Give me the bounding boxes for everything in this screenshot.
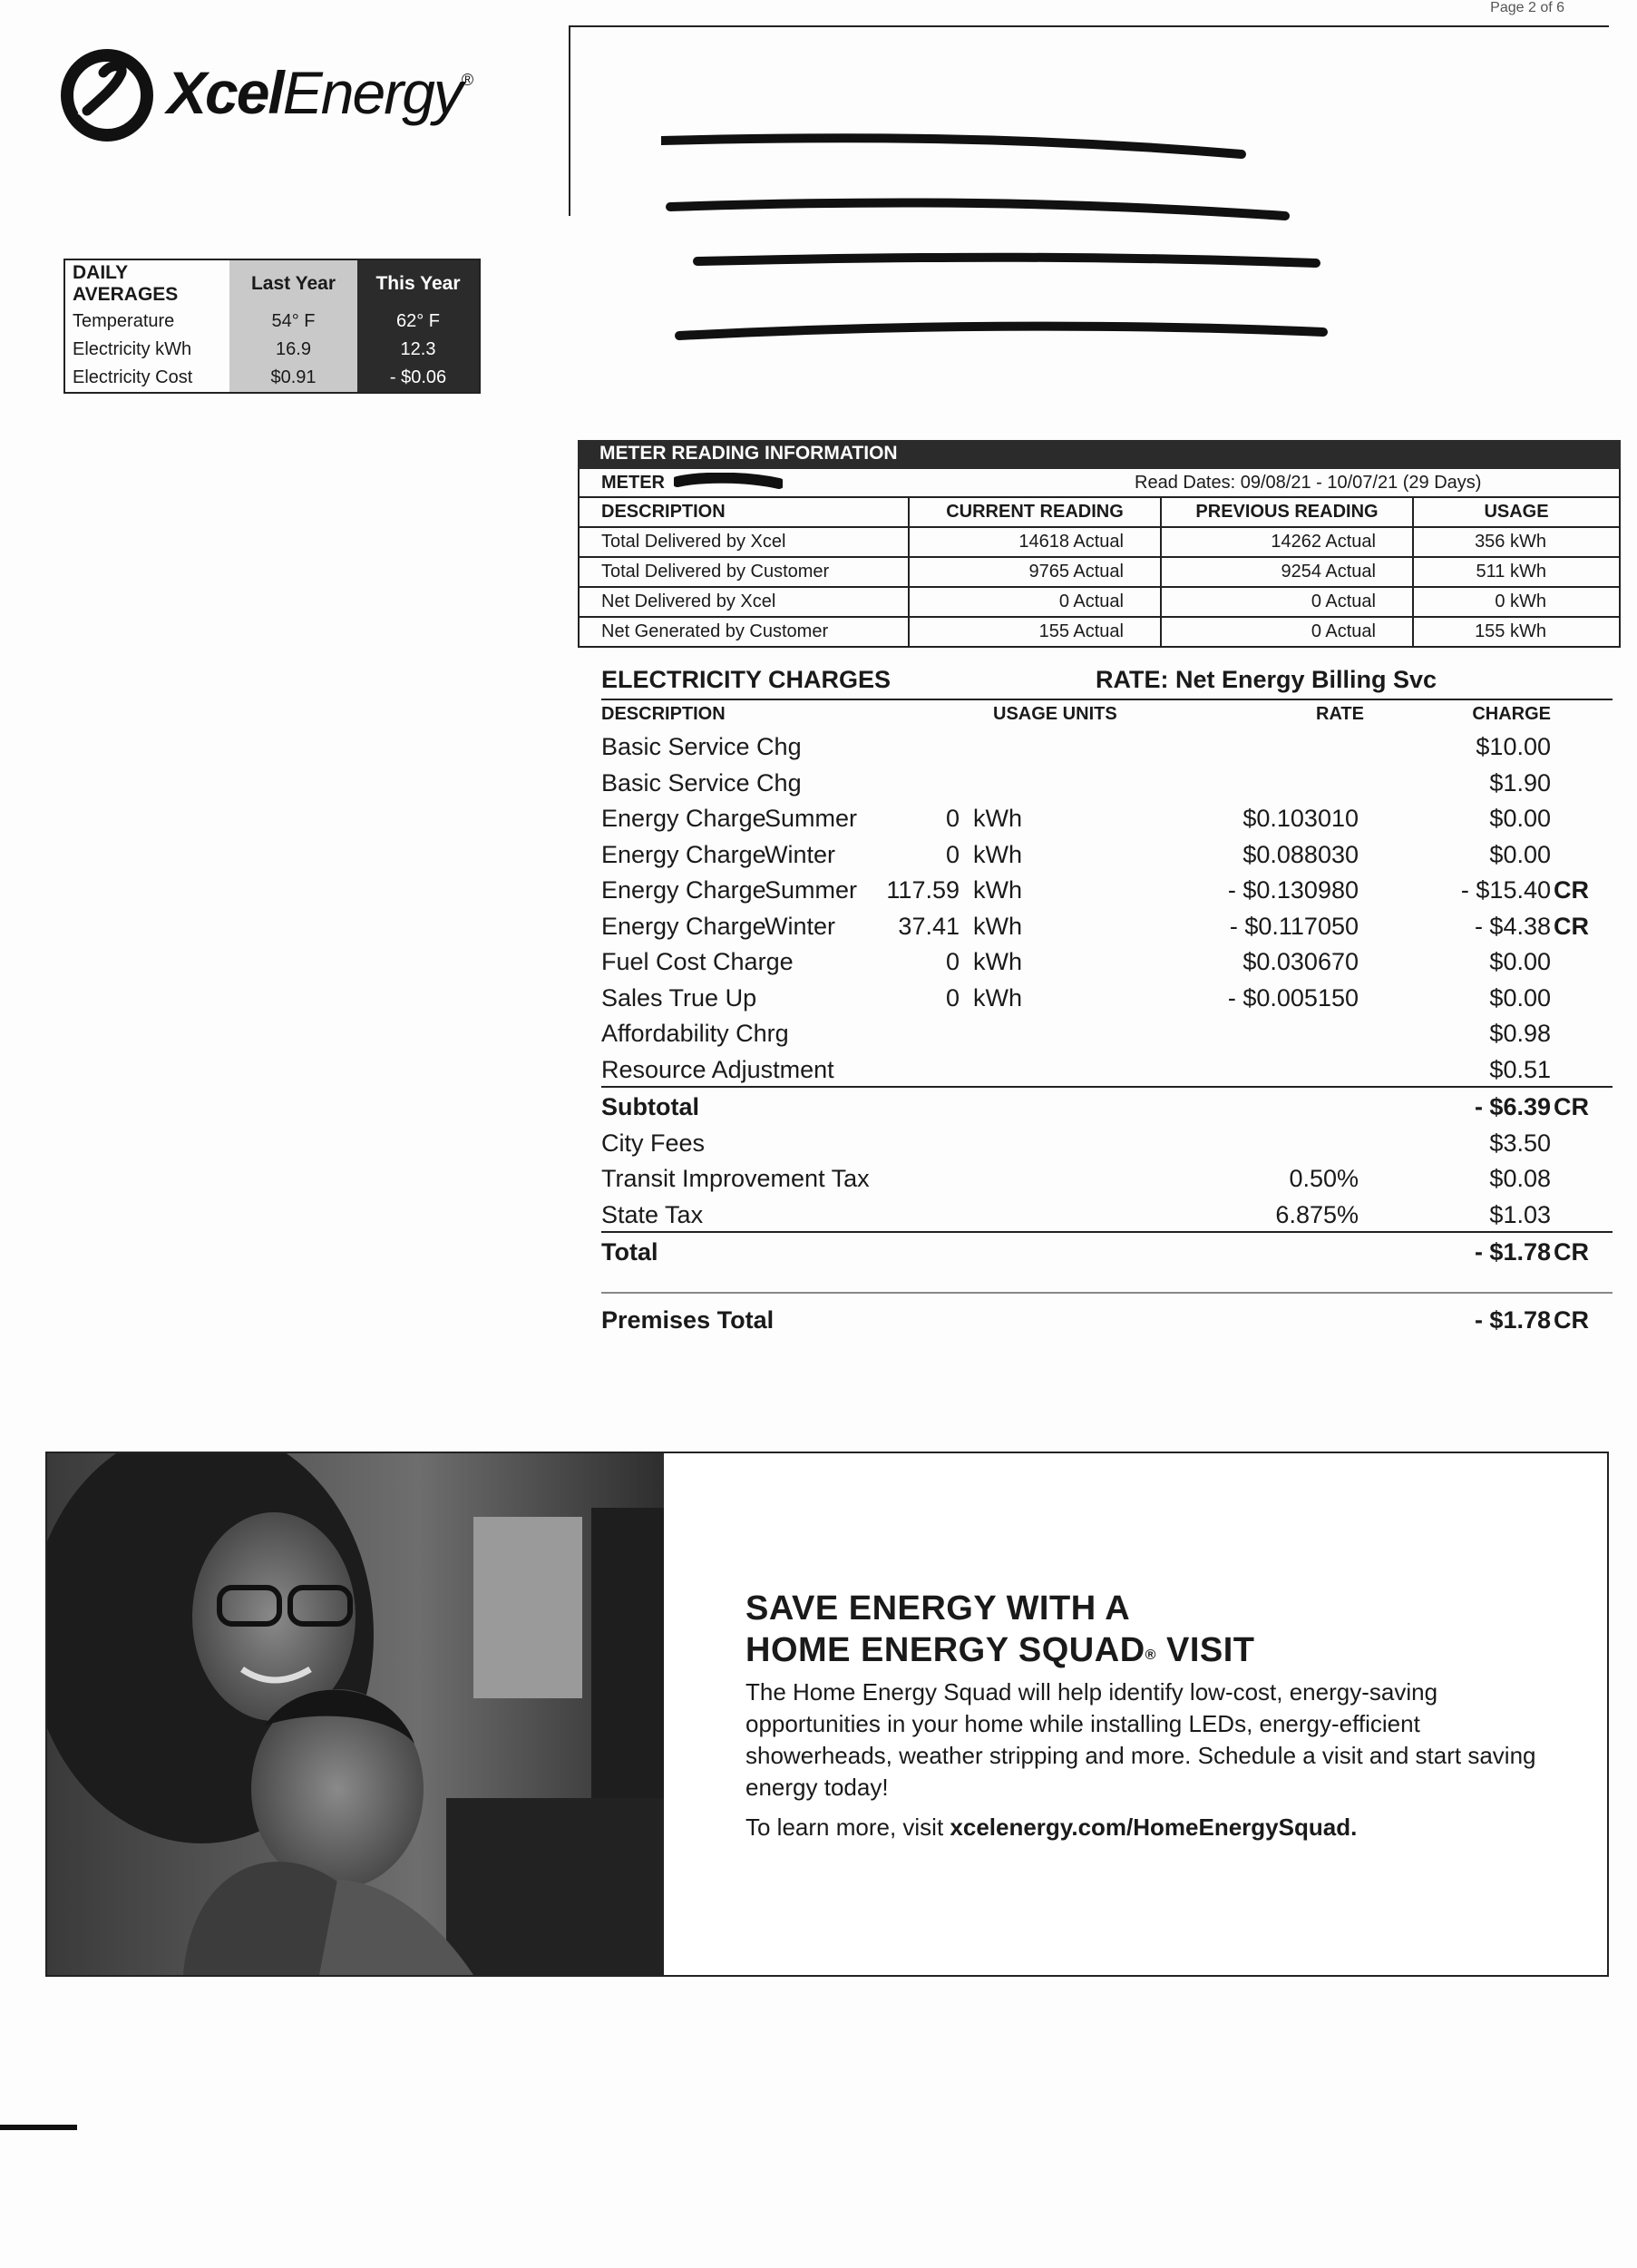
charge-rate: 6.875% bbox=[1275, 1200, 1359, 1228]
cell-current: 0 Actual bbox=[909, 587, 1161, 617]
home-energy-squad-promo bbox=[45, 1452, 1609, 1977]
charge-row bbox=[601, 836, 1613, 872]
table-row bbox=[579, 587, 1620, 617]
charge-unit: kWh bbox=[973, 912, 1022, 940]
charge-amount: $0.08 bbox=[1489, 1165, 1551, 1192]
mother-and-child-photo bbox=[47, 1453, 664, 1975]
charge-rate: $0.103010 bbox=[1242, 805, 1359, 832]
this-year-value: 62° F bbox=[357, 308, 480, 336]
charge-amount: $0.51 bbox=[1489, 1055, 1551, 1083]
credit-marker: CR bbox=[1554, 912, 1589, 940]
mailing-address-box bbox=[569, 25, 1609, 216]
credit-marker: CR bbox=[1554, 1305, 1589, 1334]
cell-previous: 0 Actual bbox=[1161, 587, 1413, 617]
charge-description: Fuel Cost Charge bbox=[601, 948, 794, 975]
premises-total-label: Premises Total bbox=[601, 1305, 775, 1334]
last-year-value: $0.91 bbox=[229, 364, 357, 393]
home-energy-squad-link[interactable]: xcelenergy.com/HomeEnergySquad. bbox=[950, 1813, 1358, 1841]
charge-row bbox=[601, 907, 1613, 943]
cell-description: Total Delivered by Xcel bbox=[579, 527, 909, 557]
charge-amount: $0.00 bbox=[1489, 805, 1551, 832]
read-dates: Read Dates: 09/08/21 - 10/07/21 (29 Days) bbox=[1135, 473, 1482, 493]
charge-row bbox=[601, 728, 1613, 764]
charge-description: Transit Improvement Tax bbox=[601, 1165, 870, 1192]
charge-season: Summer bbox=[765, 805, 858, 832]
daily-averages-heading: DAILY AVERAGES bbox=[73, 262, 179, 305]
charge-usage: 117.59 bbox=[886, 876, 960, 904]
this-year-value: - $0.06 bbox=[357, 364, 480, 393]
charge-description: Basic Service Chg bbox=[601, 733, 802, 760]
subtotal-charge: - $6.39 bbox=[1474, 1093, 1551, 1120]
cell-usage: 356 kWh bbox=[1413, 527, 1620, 557]
charge-unit: kWh bbox=[973, 805, 1022, 832]
charge-description: Sales True Up bbox=[601, 983, 757, 1012]
daily-averages-table bbox=[63, 259, 481, 394]
charge-usage: 0 bbox=[945, 840, 960, 868]
charge-usage: 0 bbox=[945, 983, 960, 1012]
charge-amount: - $4.38 bbox=[1474, 912, 1551, 940]
col-description: DESCRIPTION bbox=[579, 497, 909, 527]
row-label: Temperature bbox=[73, 311, 175, 331]
page-number: Page 2 of 6 bbox=[1490, 0, 1564, 15]
charge-description: Energy Charge bbox=[601, 876, 766, 904]
xcel-energy-logo bbox=[56, 45, 528, 145]
charge-rate: - $0.130980 bbox=[1227, 876, 1359, 904]
cell-usage: 511 kWh bbox=[1413, 557, 1620, 587]
col-usage: USAGE bbox=[1413, 497, 1620, 527]
charge-unit: kWh bbox=[973, 840, 1022, 868]
total-label: Total bbox=[601, 1238, 658, 1266]
cell-usage: 155 kWh bbox=[1413, 617, 1620, 647]
charge-description: Resource Adjustment bbox=[601, 1055, 834, 1083]
charge-row bbox=[601, 979, 1613, 1015]
promo-title: SAVE ENERGY WITH A HOME ENERGY SQUAD® VISIT bbox=[745, 1589, 1255, 1669]
charge-amount: $3.50 bbox=[1489, 1129, 1551, 1157]
logo-wordmark: XcelEnergy® bbox=[167, 59, 473, 126]
last-year-heading: Last Year bbox=[229, 259, 357, 308]
charge-row bbox=[601, 1051, 1613, 1087]
charge-row bbox=[601, 871, 1613, 907]
total-charge: - $1.78 bbox=[1474, 1238, 1551, 1266]
electricity-charges-section bbox=[601, 662, 1613, 1334]
table-row bbox=[64, 308, 480, 336]
meter-id-redaction bbox=[674, 473, 783, 491]
premises-total-row bbox=[601, 1292, 1613, 1334]
subtotal-row bbox=[601, 1086, 1613, 1124]
meter-reading-section bbox=[578, 440, 1621, 648]
charge-usage: 0 bbox=[945, 948, 960, 975]
promo-link-prefix: To learn more, visit bbox=[745, 1813, 950, 1841]
charge-rate: - $0.117050 bbox=[1229, 912, 1359, 940]
charge-amount: $10.00 bbox=[1476, 733, 1551, 760]
charge-amount: $0.00 bbox=[1489, 840, 1551, 868]
col-usage-units: USAGE UNITS bbox=[993, 704, 1117, 724]
charge-description: Basic Service Chg bbox=[601, 768, 802, 797]
cell-description: Total Delivered by Customer bbox=[579, 557, 909, 587]
fee-row bbox=[601, 1159, 1613, 1196]
charge-amount: $1.03 bbox=[1489, 1200, 1551, 1228]
table-row bbox=[64, 336, 480, 364]
meter-info-row bbox=[578, 469, 1621, 496]
charge-unit: kWh bbox=[973, 876, 1022, 904]
col-previous-reading: PREVIOUS READING bbox=[1161, 497, 1413, 527]
charges-column-headers bbox=[601, 699, 1613, 728]
col-description: DESCRIPTION bbox=[601, 704, 726, 724]
charge-row bbox=[601, 1014, 1613, 1051]
charges-title-row bbox=[601, 662, 1613, 699]
col-rate: RATE bbox=[1316, 704, 1364, 724]
charge-amount: $0.00 bbox=[1489, 948, 1551, 975]
cell-usage: 0 kWh bbox=[1413, 587, 1620, 617]
charge-description: State Tax bbox=[601, 1200, 704, 1228]
cell-description: Net Delivered by Xcel bbox=[579, 587, 909, 617]
table-row bbox=[579, 527, 1620, 557]
charge-description: Energy Charge bbox=[601, 912, 766, 940]
charge-season: Winter bbox=[765, 840, 836, 868]
xcel-swirl-icon bbox=[56, 45, 158, 145]
credit-marker: CR bbox=[1554, 876, 1589, 904]
charge-rate: - $0.005150 bbox=[1227, 983, 1359, 1012]
col-charge: CHARGE bbox=[1472, 704, 1551, 724]
cell-current: 14618 Actual bbox=[909, 527, 1161, 557]
row-label: Electricity Cost bbox=[73, 367, 193, 387]
last-year-value: 54° F bbox=[229, 308, 357, 336]
cell-current: 155 Actual bbox=[909, 617, 1161, 647]
rate-name: RATE: Net Energy Billing Svc bbox=[1096, 666, 1437, 693]
premises-total-charge: - $1.78 bbox=[1474, 1305, 1551, 1334]
meter-label: METER bbox=[601, 473, 783, 494]
this-year-value: 12.3 bbox=[357, 336, 480, 364]
charge-rate: 0.50% bbox=[1289, 1165, 1359, 1192]
cell-previous: 0 Actual bbox=[1161, 617, 1413, 647]
redaction-marks bbox=[661, 100, 1568, 445]
col-current-reading: CURRENT READING bbox=[909, 497, 1161, 527]
charge-amount: $0.00 bbox=[1489, 983, 1551, 1012]
cell-description: Net Generated by Customer bbox=[579, 617, 909, 647]
fee-row bbox=[601, 1124, 1613, 1160]
promo-link-line bbox=[745, 1813, 1357, 1842]
charge-amount: - $15.40 bbox=[1460, 876, 1551, 904]
last-year-value: 16.9 bbox=[229, 336, 357, 364]
charge-amount: $1.90 bbox=[1489, 768, 1551, 797]
cell-previous: 14262 Actual bbox=[1161, 527, 1413, 557]
charge-description: Energy Charge bbox=[601, 840, 766, 868]
cell-current: 9765 Actual bbox=[909, 557, 1161, 587]
charge-unit: kWh bbox=[973, 948, 1022, 975]
charge-rate: $0.088030 bbox=[1242, 840, 1359, 868]
cell-previous: 9254 Actual bbox=[1161, 557, 1413, 587]
charge-season: Summer bbox=[765, 876, 858, 904]
meter-reading-table bbox=[578, 496, 1621, 648]
charge-amount: $0.98 bbox=[1489, 1020, 1551, 1047]
charge-usage: 37.41 bbox=[898, 912, 960, 940]
this-year-heading: This Year bbox=[357, 259, 480, 308]
fee-rows bbox=[601, 1124, 1613, 1232]
charge-description: City Fees bbox=[601, 1129, 706, 1157]
charge-row bbox=[601, 943, 1613, 979]
charge-unit: kWh bbox=[973, 983, 1022, 1012]
total-row bbox=[601, 1231, 1613, 1269]
charge-description: Affordability Chrg bbox=[601, 1020, 789, 1047]
charges-title: ELECTRICITY CHARGES bbox=[601, 666, 892, 693]
row-label: Electricity kWh bbox=[73, 339, 192, 359]
charge-row bbox=[601, 799, 1613, 836]
charge-season: Winter bbox=[765, 912, 836, 940]
credit-marker: CR bbox=[1554, 1238, 1589, 1266]
meter-reading-title: METER READING INFORMATION bbox=[578, 440, 1621, 469]
charge-usage: 0 bbox=[945, 805, 960, 832]
table-row bbox=[579, 557, 1620, 587]
edge-mark bbox=[0, 2125, 77, 2130]
charge-description: Energy Charge bbox=[601, 805, 766, 832]
table-row bbox=[64, 364, 480, 393]
promo-body: The Home Energy Squad will help identify low-cost, energy-saving opportunities in your home while installing LEDs, energy-efficient showerheads, weather stripping and more. Schedule a visit and start saving energy today! bbox=[745, 1678, 1536, 1801]
credit-marker: CR bbox=[1554, 1093, 1589, 1120]
subtotal-label: Subtotal bbox=[601, 1093, 699, 1120]
fee-row bbox=[601, 1196, 1613, 1232]
charge-row bbox=[601, 764, 1613, 800]
charge-rate: $0.030670 bbox=[1242, 948, 1359, 975]
table-row bbox=[579, 617, 1620, 647]
charge-rows bbox=[601, 728, 1613, 1086]
